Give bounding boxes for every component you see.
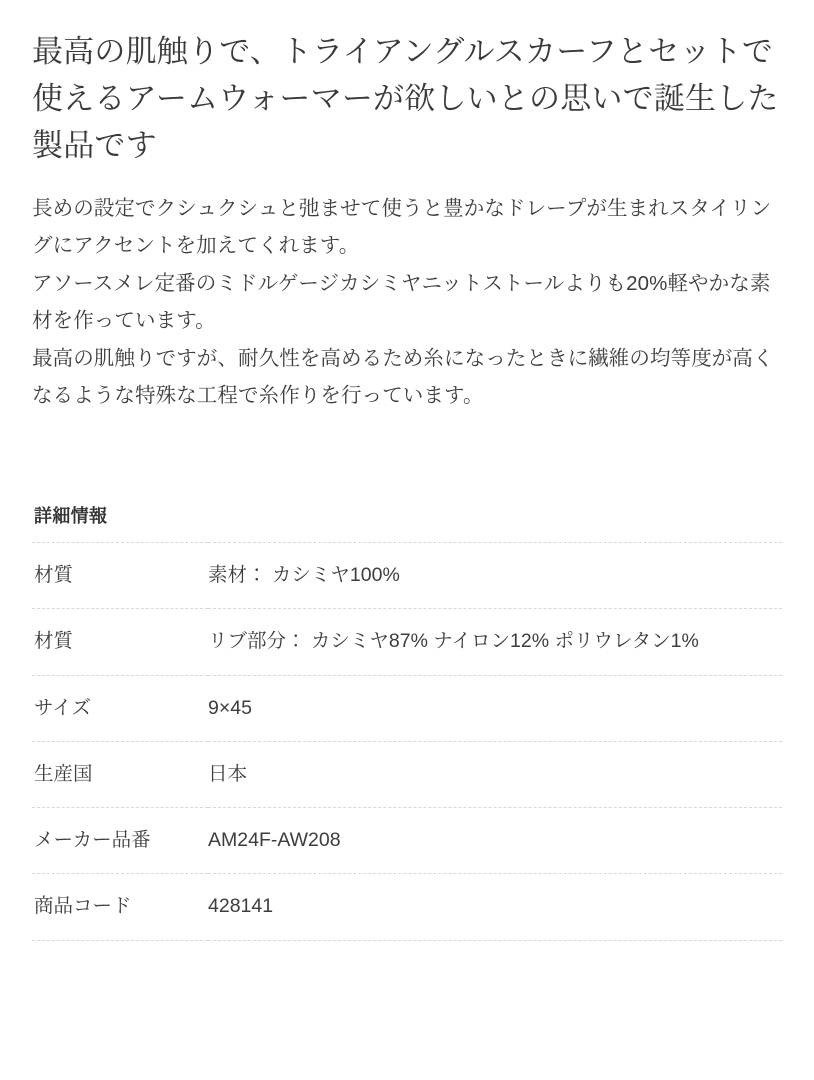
section-spacer <box>32 416 782 502</box>
detail-label: 生産国 <box>34 762 93 785</box>
details-section-title: 詳細情報 <box>34 506 108 527</box>
table-row <box>32 874 782 940</box>
detail-value: 428141 <box>208 895 274 918</box>
detail-label: 材質 <box>34 630 74 653</box>
table-row <box>32 808 782 874</box>
table-row <box>32 543 782 609</box>
product-headline: 最高の肌触りで、トライアングルスカーフとセットで使えるアームウォーマーが欲しいとの思いで誕生した製品です <box>32 34 779 164</box>
detail-label: メーカー品番 <box>34 829 151 852</box>
detail-label: 商品コード <box>34 895 132 918</box>
detail-label: サイズ <box>34 696 91 719</box>
detail-value: 素材： カシミヤ100% <box>208 564 400 587</box>
product-description-paragraph-1: 長めの設定でクシュクシュと弛ませて使うと豊かなドレープが生まれスタイリングにアクセントを加えてくれます。 <box>32 197 772 257</box>
table-row <box>32 609 782 675</box>
detail-value: AM24F-AW208 <box>208 829 341 852</box>
detail-value: 日本 <box>208 762 248 785</box>
detail-value: 9×45 <box>208 696 252 719</box>
detail-label: 材質 <box>34 564 74 587</box>
product-description-paragraph-2: アソースメレ定番のミドルゲージカシミヤニットストールよりも20%軽やかな素材を作っています。 <box>32 272 771 332</box>
product-description-paragraph-3: 最高の肌触りですが、耐久性を高めるため糸になったときに繊維の均等度が高くなるような特殊な工程で糸作りを行っています。 <box>32 347 774 407</box>
detail-value: リブ部分： カシミヤ87% ナイロン12% ポリウレタン1% <box>208 630 699 653</box>
product-details-table <box>32 542 782 941</box>
table-row <box>32 741 782 807</box>
table-row <box>32 675 782 741</box>
